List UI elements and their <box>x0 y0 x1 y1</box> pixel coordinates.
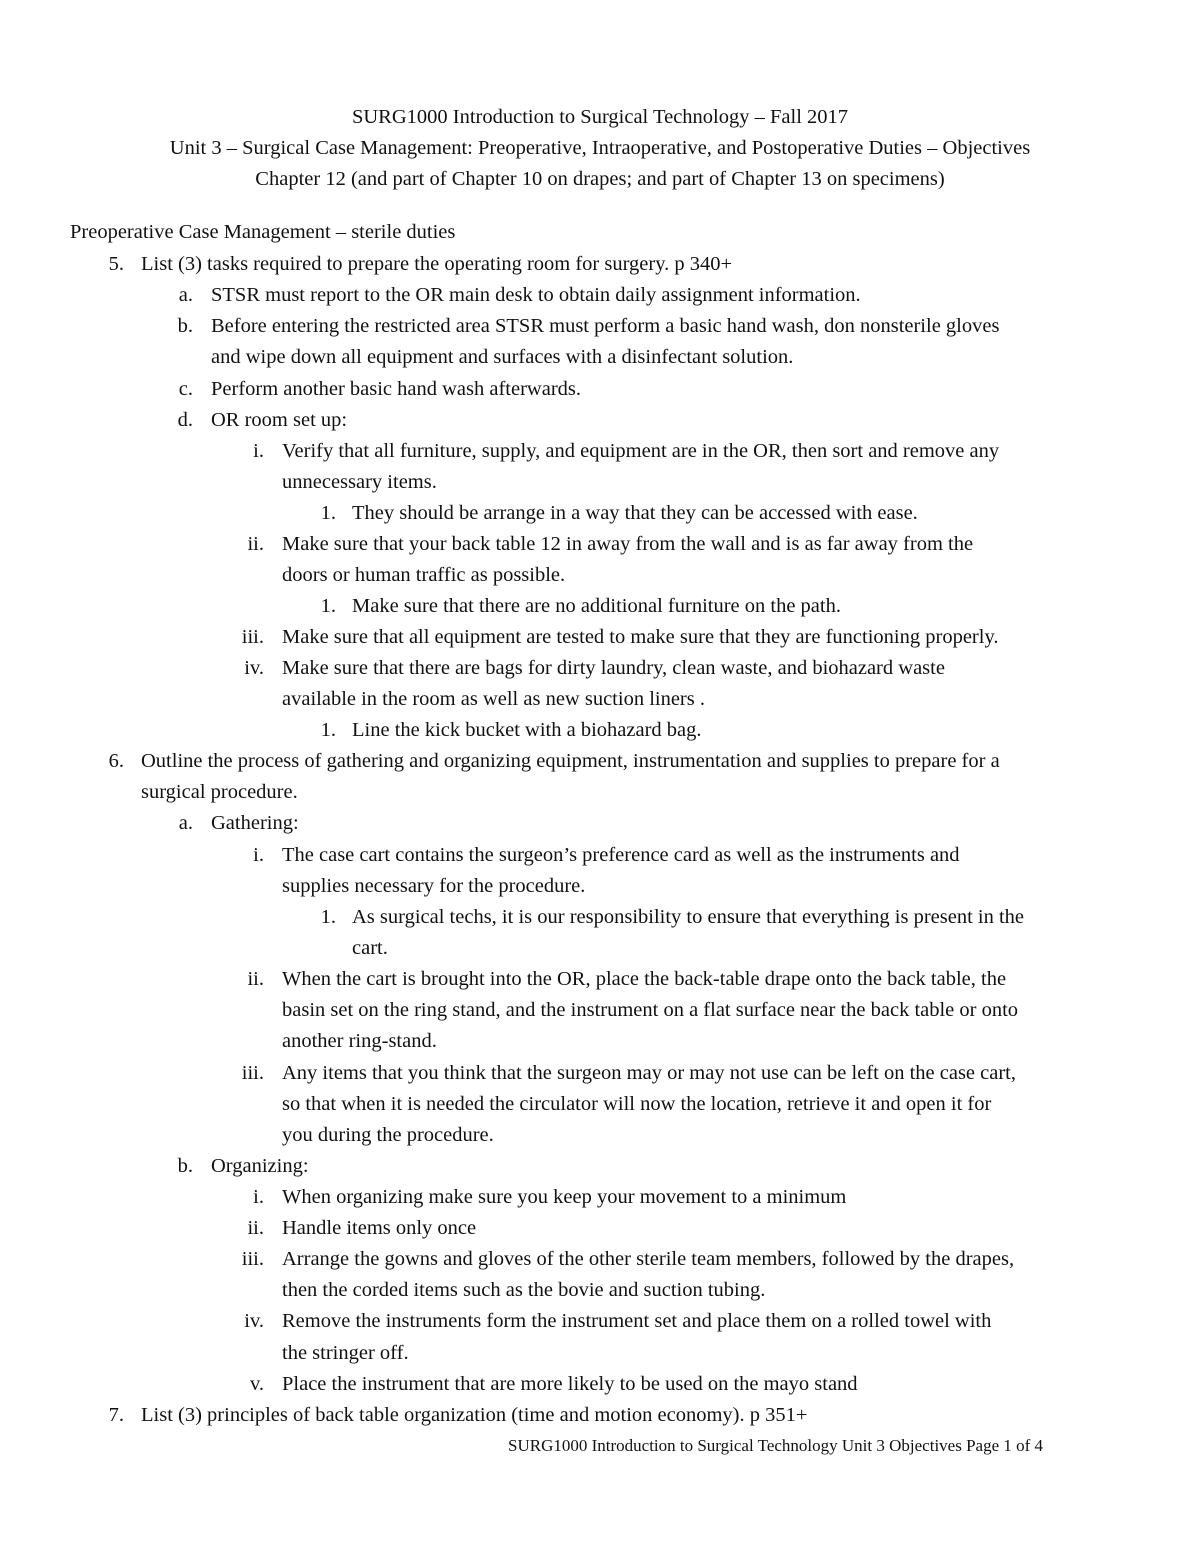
list-marker: ii. <box>247 1217 264 1239</box>
list-item-text: available in the room as well as new suction liners . <box>282 688 705 710</box>
list-marker: iv. <box>244 657 264 679</box>
list-item-text: List (3) tasks required to prepare the operating room for surgery. p 340+ <box>141 253 733 275</box>
list-marker: 1. <box>320 595 336 617</box>
list-item-text: Perform another basic hand wash afterwards. <box>211 378 582 400</box>
list-item-text: Before entering the restricted area STSR must perform a basic hand wash, don nonsterile gloves <box>211 315 1000 337</box>
list-marker: ii. <box>247 968 264 990</box>
list-item-text: supplies necessary for the procedure. <box>282 875 586 897</box>
list-marker: v. <box>249 1373 264 1395</box>
page-footer: SURG1000 Introduction to Surgical Technology Unit 3 Objectives Page 1 of 4 <box>508 1436 1044 1455</box>
list-item-text: surgical procedure. <box>141 781 298 803</box>
list-marker: a. <box>178 284 193 306</box>
list-item-text: As surgical techs, it is our responsibility to ensure that everything is present in the <box>352 906 1025 928</box>
list-item-text: Arrange the gowns and gloves of the other sterile team members, followed by the drapes, <box>282 1248 1015 1270</box>
list-marker: ii. <box>247 533 264 555</box>
list-marker: b. <box>177 1155 193 1177</box>
list-item-text: so that when it is needed the circulator will now the location, retrieve it and open it for <box>282 1093 992 1115</box>
list-item-text: and wipe down all equipment and surfaces with a disinfectant solution. <box>211 346 794 368</box>
list-item-text: Line the kick bucket with a biohazard bag. <box>352 719 702 741</box>
list-item-text: the stringer off. <box>282 1342 409 1364</box>
list-item-text: another ring-stand. <box>282 1030 437 1052</box>
list-marker: c. <box>178 378 193 400</box>
list-item-text: The case cart contains the surgeon’s preference card as well as the instruments and <box>282 844 960 866</box>
list-marker: 1. <box>320 719 336 741</box>
list-marker: a. <box>178 812 193 834</box>
list-marker: i. <box>253 440 264 462</box>
list-item-text: They should be arrange in a way that they can be accessed with ease. <box>352 502 918 524</box>
list-marker: 1. <box>320 906 336 928</box>
list-marker: b. <box>177 315 193 337</box>
list-item-text: Organizing: <box>211 1155 309 1177</box>
list-item-text: Any items that you think that the surgeon may or may not use can be left on the case cart, <box>282 1062 1017 1084</box>
list-marker: 6. <box>108 750 124 772</box>
list-item-text: Make sure that there are no additional furniture on the path. <box>352 595 841 617</box>
list-marker: i. <box>253 844 264 866</box>
section-heading: Preoperative Case Management – sterile duties <box>70 221 456 243</box>
list-item-text: cart. <box>352 937 388 959</box>
list-item-text: When organizing make sure you keep your movement to a minimum <box>282 1186 847 1208</box>
list-marker: d. <box>177 409 193 431</box>
list-marker: 5. <box>108 253 124 275</box>
list-item-text: Make sure that there are bags for dirty laundry, clean waste, and biohazard waste <box>282 657 945 679</box>
list-item-text: STSR must report to the OR main desk to obtain daily assignment information. <box>211 284 861 306</box>
list-item-text: doors or human traffic as possible. <box>282 564 566 586</box>
list-item-text: you during the procedure. <box>282 1124 494 1146</box>
list-marker: iii. <box>241 1062 264 1084</box>
list-item-text: Handle items only once <box>282 1217 477 1239</box>
list-item-text: basin set on the ring stand, and the instrument on a flat surface near the back table or onto <box>282 999 1019 1021</box>
list-marker: i. <box>253 1186 264 1208</box>
list-item-text: Outline the process of gathering and organizing equipment, instrumentation and supplies to prepare for a <box>141 750 1000 772</box>
list-item-text: OR room set up: <box>211 409 348 431</box>
list-item-text: unnecessary items. <box>282 471 437 493</box>
list-item-text: List (3) principles of back table organization (time and motion economy). p 351+ <box>141 1404 808 1426</box>
list-item-text: Remove the instruments form the instrument set and place them on a rolled towel with <box>282 1310 992 1332</box>
list-item-text: When the cart is brought into the OR, place the back-table drape onto the back table, the <box>282 968 1007 990</box>
list-item-text: Verify that all furniture, supply, and equipment are in the OR, then sort and remove any <box>282 440 1000 462</box>
course-title: SURG1000 Introduction to Surgical Technology – Fall 2017 <box>351 106 849 128</box>
list-item-text: Make sure that your back table 12 in away from the wall and is as far away from the <box>282 533 974 555</box>
list-marker: iv. <box>244 1310 264 1332</box>
list-item-text: Gathering: <box>211 812 299 834</box>
list-marker: iii. <box>241 626 264 648</box>
list-item-text: Place the instrument that are more likely to be used on the mayo stand <box>282 1373 858 1395</box>
list-marker: 7. <box>108 1404 124 1426</box>
list-marker: 1. <box>320 502 336 524</box>
list-item-text: then the corded items such as the bovie and suction tubing. <box>282 1279 766 1301</box>
list-item-text: Make sure that all equipment are tested to make sure that they are functioning properly. <box>282 626 999 648</box>
unit-title: Unit 3 – Surgical Case Management: Preoperative, Intraoperative, and Postoperative Duties – Objectives <box>169 137 1031 159</box>
chapter-reference: Chapter 12 (and part of Chapter 10 on drapes; and part of Chapter 13 on specimens) <box>255 168 945 190</box>
list-marker: iii. <box>241 1248 264 1270</box>
